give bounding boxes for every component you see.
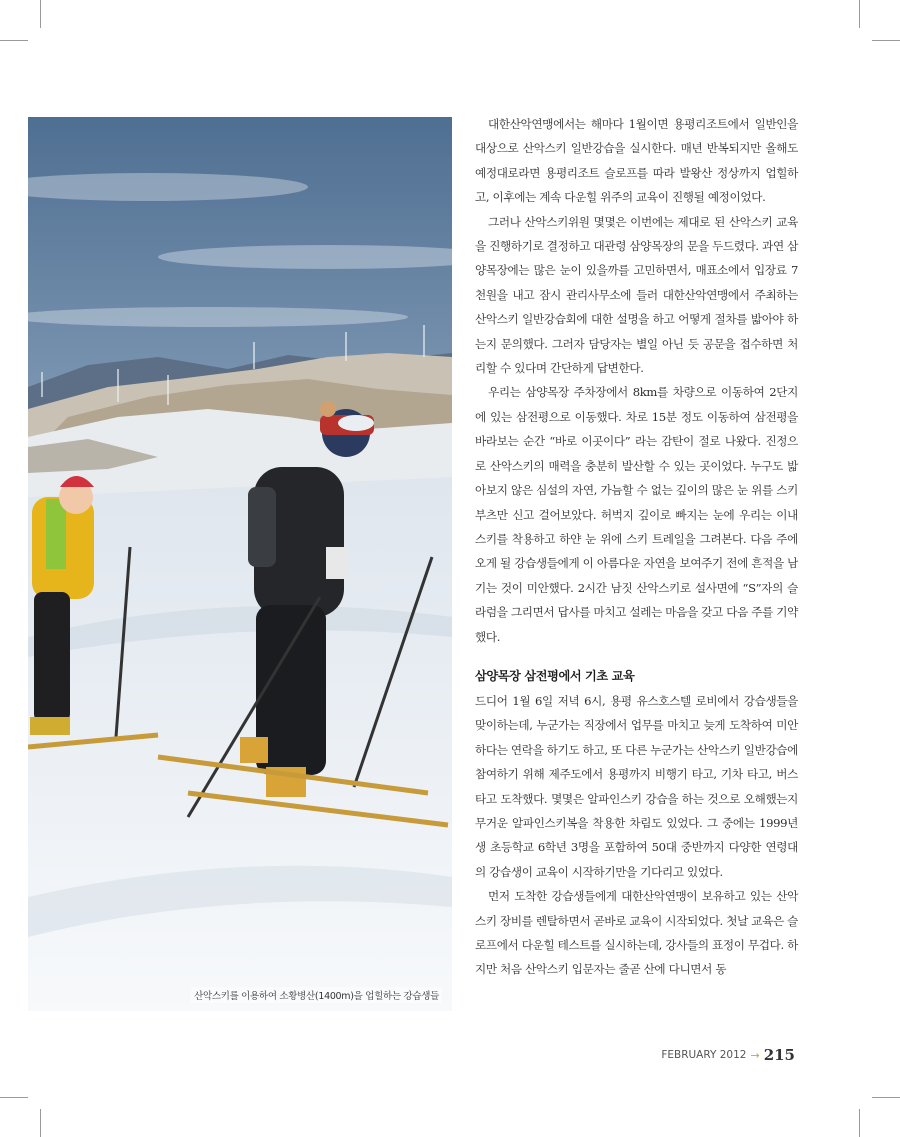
crop-mark bbox=[0, 1097, 28, 1098]
photo-caption: 산악스키를 이용하여 소황병산(1400m)을 업힐하는 강습생들 bbox=[191, 987, 442, 1003]
page-number: 215 bbox=[763, 1046, 795, 1064]
crop-mark bbox=[0, 40, 28, 41]
crop-mark bbox=[40, 0, 41, 28]
crop-mark bbox=[859, 1109, 860, 1137]
ski-photo bbox=[28, 117, 452, 1011]
paragraph: 그러나 산악스키위원 몇몇은 이번에는 제대로 된 산악스키 교육을 진행하기로 결정하고 대관령 삼양목장의 문을 두드렸다. 과연 삼양목장에는 많은 눈이 있을까를 고민하면서, 매표소에서 입장료 7천원을 내고 잠시 관리사무소에 들러 대한산악연맹에서 주최하는 산악스키 일반강습회에 대한 설명을 하고 어떻게 절차를 밟아야 하는지 문의했다. 그러자 담당자는 별일 아닌 듯 공문을 접수하면 처리할 수 있다며 간단하게 답변한다. bbox=[475, 214, 798, 376]
paragraph: 먼저 도착한 강습생들에게 대한산악연맹이 보유하고 있는 산악스키 장비를 렌탈하면서 곧바로 교육이 시작되었다. 첫날 교육은 슬로프에서 다운힐 테스트를 실시하는데, 강사들의 표정이 무겁다. 하지만 처음 산악스키 입문자는 줄곧 산에 다니면서 동 bbox=[475, 889, 798, 977]
crop-mark bbox=[859, 0, 860, 28]
paragraph: 대한산악연맹에서는 해마다 1월이면 용평리조트에서 일반인을 대상으로 산악스키 일반강습을 실시한다. 매년 반복되지만 올해도 예정대로라면 용평리조트 슬로프를 따라 발왕산 정상까지 업힐하고, 이후에는 계속 다운힐 위주의 교육이 진행될 예정이었다. bbox=[475, 117, 798, 205]
page-footer bbox=[661, 1046, 795, 1064]
paragraph: 드디어 1월 6일 저녁 6시, 용평 유스호스텔 로비에서 강습생들을 맞이하는데, 누군가는 직장에서 업무를 마치고 늦게 도착하여 미안하다는 연락을 하기도 하고, 또 다른 누군가는 산악스키 일반강습에 참여하기 위해 제주도에서 용평까지 비행기 타고, 기차 타고, 버스 타고 도착했다. 몇몇은 알파인스키 강습을 하는 것으로 오해했는지 무거운 알파인스키복을 착용한 차림도 있었다. 그 중에는 1999년생 초등학교 6학년 3명을 포함하여 50대 중반까지 다양한 연령대의 강습생이 교육이 시작하기만을 기다리고 있었다. bbox=[475, 693, 798, 879]
article-body bbox=[475, 112, 798, 982]
crop-mark bbox=[40, 1109, 41, 1137]
issue-label: FEBRUARY 2012 bbox=[661, 1049, 747, 1061]
crop-mark bbox=[872, 40, 900, 41]
crop-mark bbox=[872, 1097, 900, 1098]
section-heading: 삼양목장 삼전평에서 기초 교육 bbox=[475, 668, 635, 683]
paragraph: 우리는 삼양목장 주차장에서 8km를 차량으로 이동하여 2단지에 있는 삼전평으로 이동했다. 차로 15분 정도 이동하여 삼전평을 바라보는 순간 “바로 이곳이다” 라는 감탄이 절로 나왔다. 진정으로 산악스키의 매력을 충분히 발산할 수 있는 곳이었다. 누구도 밟아보지 않은 심설의 자연, 가늠할 수 없는 깊이의 많은 눈 위를 스키부츠만 신고 걸어보았다. 허벅지 깊이로 빠지는 눈에 우리는 이내 스키를 착용하고 하얀 눈 위에 스키 트레일을 그려본다. 다음 주에 오게 될 강습생들에게 이 아름다운 자연을 보여주기 전에 흔적을 남기는 것이 미안했다. 2시간 남짓 산악스키로 설사면에 “S”자의 슬라럼을 그리면서 답사를 마치고 설레는 마음을 갖고 다음 주를 기약했다. bbox=[475, 385, 798, 644]
ski-photo-illustration bbox=[28, 117, 452, 1011]
arrow-icon: → bbox=[750, 1048, 760, 1062]
